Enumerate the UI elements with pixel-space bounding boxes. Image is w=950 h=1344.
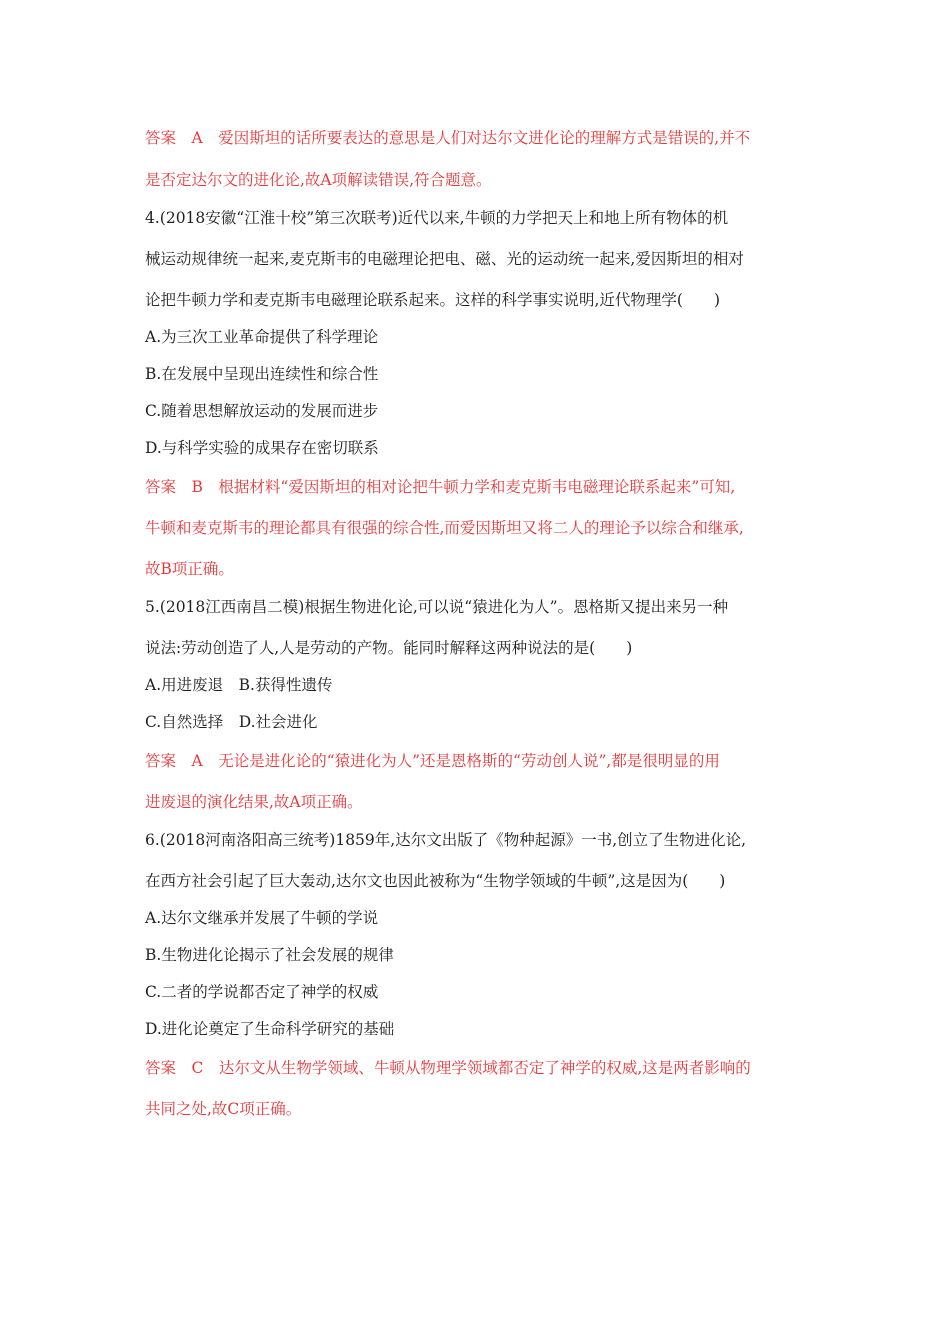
option-c: C.随着思想解放运动的发展而进步 (145, 402, 379, 420)
question-line: 4.(2018安徽“江淮十校”第三次联考)近代以来,牛顿的力学把天上和地上所有物体的机 (145, 209, 729, 227)
answer-line: 是否定达尔文的进化论,故A项解读错误,符合题意。 (145, 171, 492, 189)
option-d: D.进化论奠定了生命科学研究的基础 (145, 1020, 395, 1038)
question-line: 械运动规律统一起来,麦克斯韦的电磁理论把电、磁、光的运动统一起来,爱因斯坦的相对 (145, 250, 744, 268)
question-line: 6.(2018河南洛阳高三统考)1859年,达尔文出版了《物种起源》一书,创立了生物进化论, (145, 831, 747, 849)
answer-line: 答案 A 爱因斯坦的话所要表达的意思是人们对达尔文进化论的理解方式是错误的,并不 (145, 129, 751, 147)
answer-line: 故B项正确。 (145, 560, 234, 578)
question-line: 在西方社会引起了巨大轰动,达尔文也因此被称为“生物学领域的牛顿”,这是因为( ) (145, 872, 726, 890)
option-c: C.二者的学说都否定了神学的权威 (145, 983, 379, 1001)
question-line: 论把牛顿力学和麦克斯韦电磁理论联系起来。这样的科学事实说明,近代物理学( ) (145, 291, 721, 309)
option-a: A.达尔文继承并发展了牛顿的学说 (145, 909, 379, 927)
question-line: 说法:劳动创造了人,人是劳动的产物。能同时解释这两种说法的是( ) (145, 639, 633, 657)
answer-line: 共同之处,故C项正确。 (145, 1100, 302, 1118)
option-b: B.在发展中呈现出连续性和综合性 (145, 365, 379, 383)
answer-line: 牛顿和麦克斯韦的理论都具有很强的综合性,而爱因斯坦又将二人的理论予以综合和继承, (145, 519, 744, 537)
answer-line: 进废退的演化结果,故A项正确。 (145, 793, 363, 811)
answer-line: 答案 C 达尔文从生物学领域、牛顿从物理学领域都否定了神学的权威,这是两者影响的 (145, 1059, 751, 1077)
answer-line: 答案 A 无论是进化论的“猿进化为人”还是恩格斯的“劳动创人说”,都是很明显的用 (145, 752, 720, 770)
question-line: 5.(2018江西南昌二模)根据生物进化论,可以说“猿进化为人”。恩格斯又提出来另一种 (145, 598, 729, 616)
option-d: D.与科学实验的成果存在密切联系 (145, 439, 379, 457)
option-ab: A.用进废退 B.获得性遗传 (145, 676, 333, 694)
answer-line: 答案 B 根据材料“爱因斯坦的相对论把牛顿力学和麦克斯韦电磁理论联系起来”可知, (145, 478, 736, 496)
option-a: A.为三次工业革命提供了科学理论 (145, 328, 379, 346)
option-cd: C.自然选择 D.社会进化 (145, 713, 318, 731)
option-b: B.生物进化论揭示了社会发展的规律 (145, 946, 394, 964)
